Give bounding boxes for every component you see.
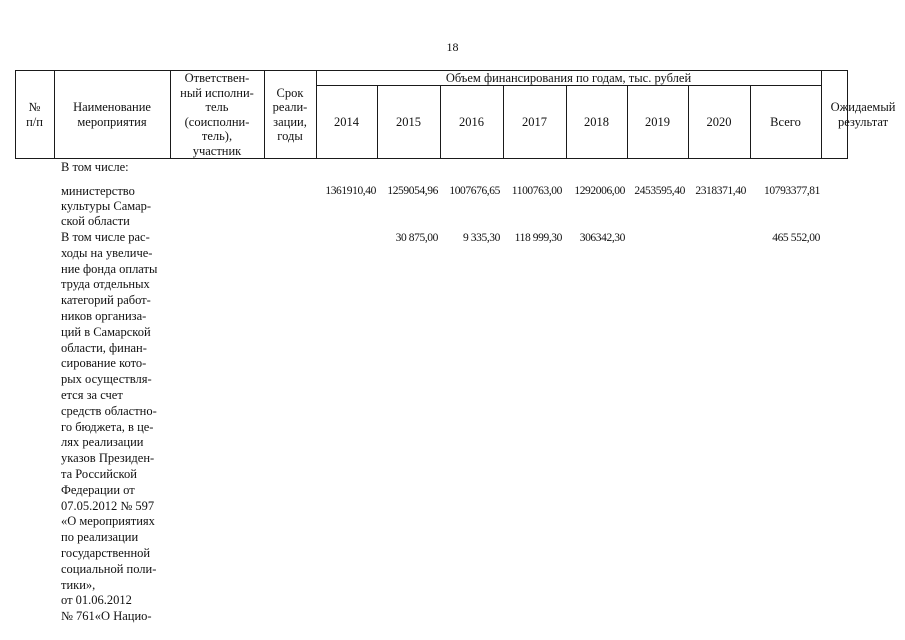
expenses-line: по реализации [61,530,139,545]
header-term-line1: Срок [276,85,304,100]
header-number-line2: п/п [26,114,43,129]
header-term-line2: реали- [272,100,308,114]
expenses-value-2018: 306342,30 [579,232,625,244]
expenses-line: Федерации от [61,482,135,497]
ministry-name-line2: культуры Самар- [61,199,152,213]
expenses-line: ходы на увеличе- [61,245,153,260]
expenses-line: В том числе рас- [61,230,150,244]
header-name-line1: Наименование [73,100,151,114]
page-number: 18 [446,40,459,54]
expenses-line: го бюджета, в це- [61,419,154,434]
ministry-value-2015: 1259054,96 [387,185,438,197]
expenses-line: труда отдельных [61,277,150,292]
expenses-line: средств областно- [61,403,157,418]
expenses-line: области, финан- [61,340,147,355]
header-responsible-line2: ный исполни- [180,85,254,100]
header-year-2014: 2014 [334,114,359,129]
ministry-value-2020: 2318371,40 [695,185,746,197]
header-responsible-line5: тель), [201,129,233,143]
header-number-line1: № [28,100,41,114]
expenses-line: сирование кото- [61,356,147,371]
expenses-line: рых осуществля- [61,372,152,387]
expenses-line: социальной поли- [61,561,157,576]
expenses-description [61,230,181,625]
header-result-line2: результат [837,114,889,129]
expenses-line: лях реализации [61,435,144,450]
expenses-value-2016: 9 335,30 [462,232,500,244]
header-name-line2: мероприятия [77,114,147,129]
header-term-line4: годы [277,129,303,143]
expenses-line: ется за счет [61,387,123,402]
expenses-line: № 761«О Нацио- [61,609,152,624]
header-responsible-line6: участник [192,143,242,158]
header-year-2016: 2016 [459,114,484,129]
expenses-line: 07.05.2012 № 597 [61,498,155,513]
expenses-line: государственной [61,545,151,560]
ministry-value-2018: 1292006,00 [574,185,625,197]
header-responsible [170,71,264,158]
expenses-line: от 01.06.2012 [61,593,132,608]
ministry-value-2014: 1361910,40 [325,185,376,197]
expenses-line: категорий работ- [61,293,151,308]
expenses-line: ников организа- [61,308,147,323]
ministry-value-2019: 2453595,40 [634,185,685,197]
expenses-line: «О мероприятиях [61,514,155,529]
expenses-value-2015: 30 875,00 [395,232,438,244]
expenses-line: ций в Самарской [61,324,151,339]
header-responsible-line3: тель [205,100,229,114]
ministry-name-line3: ской области [61,214,130,228]
header-year-2018: 2018 [584,114,609,129]
header-year-2019: 2019 [645,114,670,129]
header-responsible-line4: (соисполни- [184,114,250,129]
header-name [54,71,170,158]
ministry-name-line1: министерство [61,184,135,198]
ministry-value-total: 10793377,81 [764,185,820,197]
expenses-line: тики», [61,577,96,592]
header-financing-title: Объем финансирования по годам, тыс. рублей [445,70,692,85]
header-total: Всего [770,114,801,129]
header-bottom-border [15,158,847,159]
ministry-value-2016: 1007676,65 [449,185,500,197]
header-term-line3: зации, [273,114,307,129]
header-term [264,71,316,158]
ministry-value-2017: 1100763,00 [511,185,562,197]
header-number [15,71,54,158]
expenses-value-2017: 118 999,30 [514,232,562,244]
header-result-line1: Ожидаемый [830,100,896,114]
in-total-label: В том числе: [61,160,129,174]
header-year-2015: 2015 [396,114,421,129]
expenses-line: та Российской [61,466,137,481]
header-year-2020: 2020 [706,114,732,129]
header-year-2017: 2017 [522,114,547,129]
expenses-line: ние фонда оплаты [61,261,158,276]
header-expected-result [821,71,905,158]
header-responsible-line1: Ответствен- [184,71,250,85]
expenses-line: указов Президен- [61,451,155,466]
expenses-value-total: 465 552,00 [772,232,820,244]
